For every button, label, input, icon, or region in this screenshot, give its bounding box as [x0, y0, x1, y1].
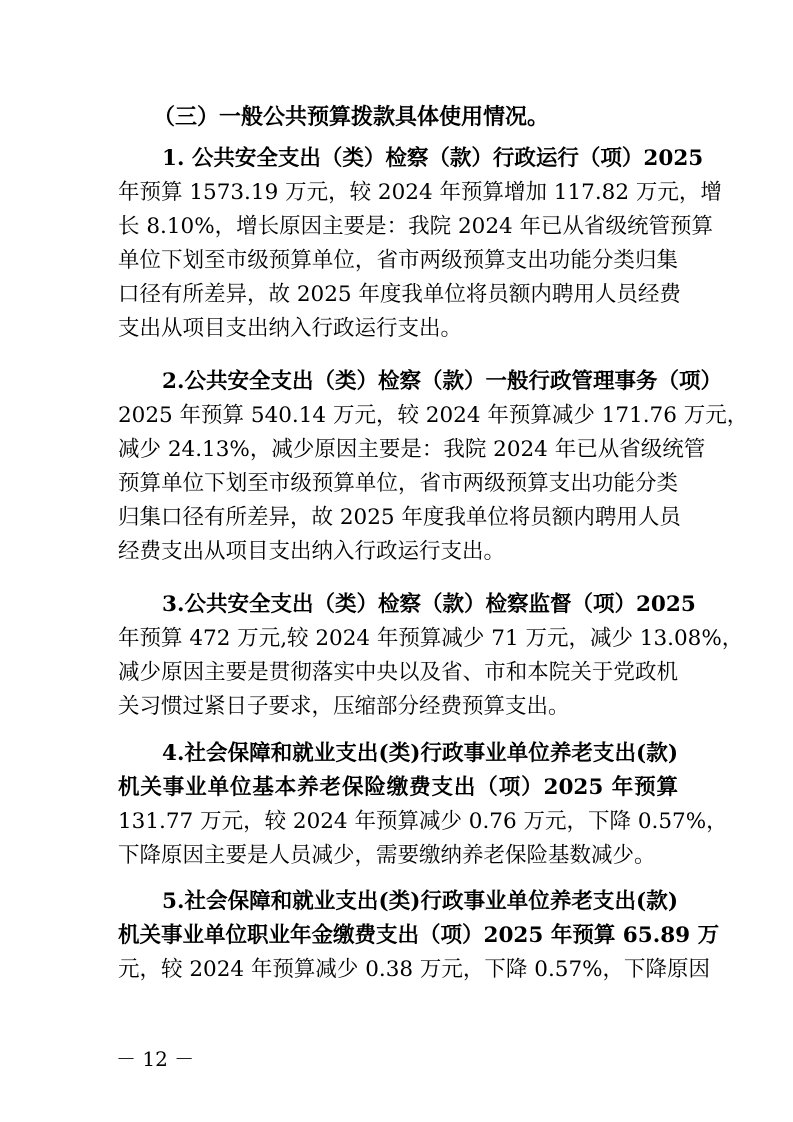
- paragraph-line: 131.77 万元，较 2024 年预算减少 0.76 万元，下降 0.57%，: [118, 809, 728, 834]
- paragraph-line: 长 8.10%，增长原因主要是：我院 2024 年已从省级统管预算: [118, 214, 714, 239]
- paragraph-item-2: [118, 365, 749, 569]
- paragraph-line: 4.社会保障和就业支出(类)行政事业单位养老支出(款): [162, 741, 678, 766]
- paragraph-line: 下降原因主要是人员减少，需要缴纳养老保险基数减少。: [118, 843, 656, 868]
- paragraph-item-5: [118, 885, 720, 987]
- section-heading: （三）一般公共预算拨款具体使用情况。: [153, 104, 550, 130]
- paragraph-item-3: [118, 588, 744, 724]
- paragraph-line: 年预算 1573.19 万元，较 2024 年预算增加 117.82 万元，增: [118, 180, 722, 205]
- paragraph-line: 机关事业单位基本养老保险缴费支出（项）2025 年预算: [118, 775, 678, 800]
- paragraph-item-1: [118, 142, 722, 346]
- paragraph-line: 归集口径有所差异，故 2025 年度我单位将员额内聘用人员: [118, 505, 681, 530]
- paragraph-line: 2.公共安全支出（类）检察（款）一般行政管理事务（项）: [162, 369, 722, 394]
- paragraph-line: 减少 24.13%，减少原因主要是：我院 2024 年已从省级统管: [118, 437, 706, 462]
- paragraph-line: 单位下划至市级预算单位，省市两级预算支出功能分类归集: [118, 248, 678, 273]
- paragraph-line: 元，较 2024 年预算减少 0.38 万元，下降 0.57%，下降原因: [118, 957, 711, 982]
- paragraph-line: 5.社会保障和就业支出(类)行政事业单位养老支出(款): [162, 889, 678, 914]
- paragraph-line: 经费支出从项目支出纳入行政运行支出。: [118, 539, 506, 564]
- paragraph-line: 关习惯过紧日子要求，压缩部分经费预算支出。: [118, 694, 570, 719]
- paragraph-line: 3.公共安全支出（类）检察（款）检察监督（项）2025: [162, 592, 696, 617]
- paragraph-line: 机关事业单位职业年金缴费支出（项）2025 年预算 65.89 万: [118, 923, 720, 948]
- paragraph-line: 口径有所差异，故 2025 年度我单位将员额内聘用人员经费: [118, 282, 681, 307]
- paragraph-line: 支出从项目支出纳入行政运行支出。: [118, 316, 463, 341]
- paragraph-line: 减少原因主要是贯彻落实中央以及省、市和本院关于党政机: [118, 660, 678, 685]
- paragraph-line: 预算单位下划至市级预算单位，省市两级预算支出功能分类: [118, 471, 678, 496]
- paragraph-line: 2025 年预算 540.14 万元，较 2024 年预算减少 171.76 万元，: [118, 403, 749, 428]
- page-number: － 12 －: [116, 1047, 195, 1071]
- paragraph-line: 年预算 472 万元,较 2024 年预算减少 71 万元，减少 13.08%，: [118, 626, 744, 651]
- paragraph-item-4: [118, 737, 728, 873]
- paragraph-line: 1. 公共安全支出（类）检察（款）行政运行（项）2025: [162, 146, 704, 171]
